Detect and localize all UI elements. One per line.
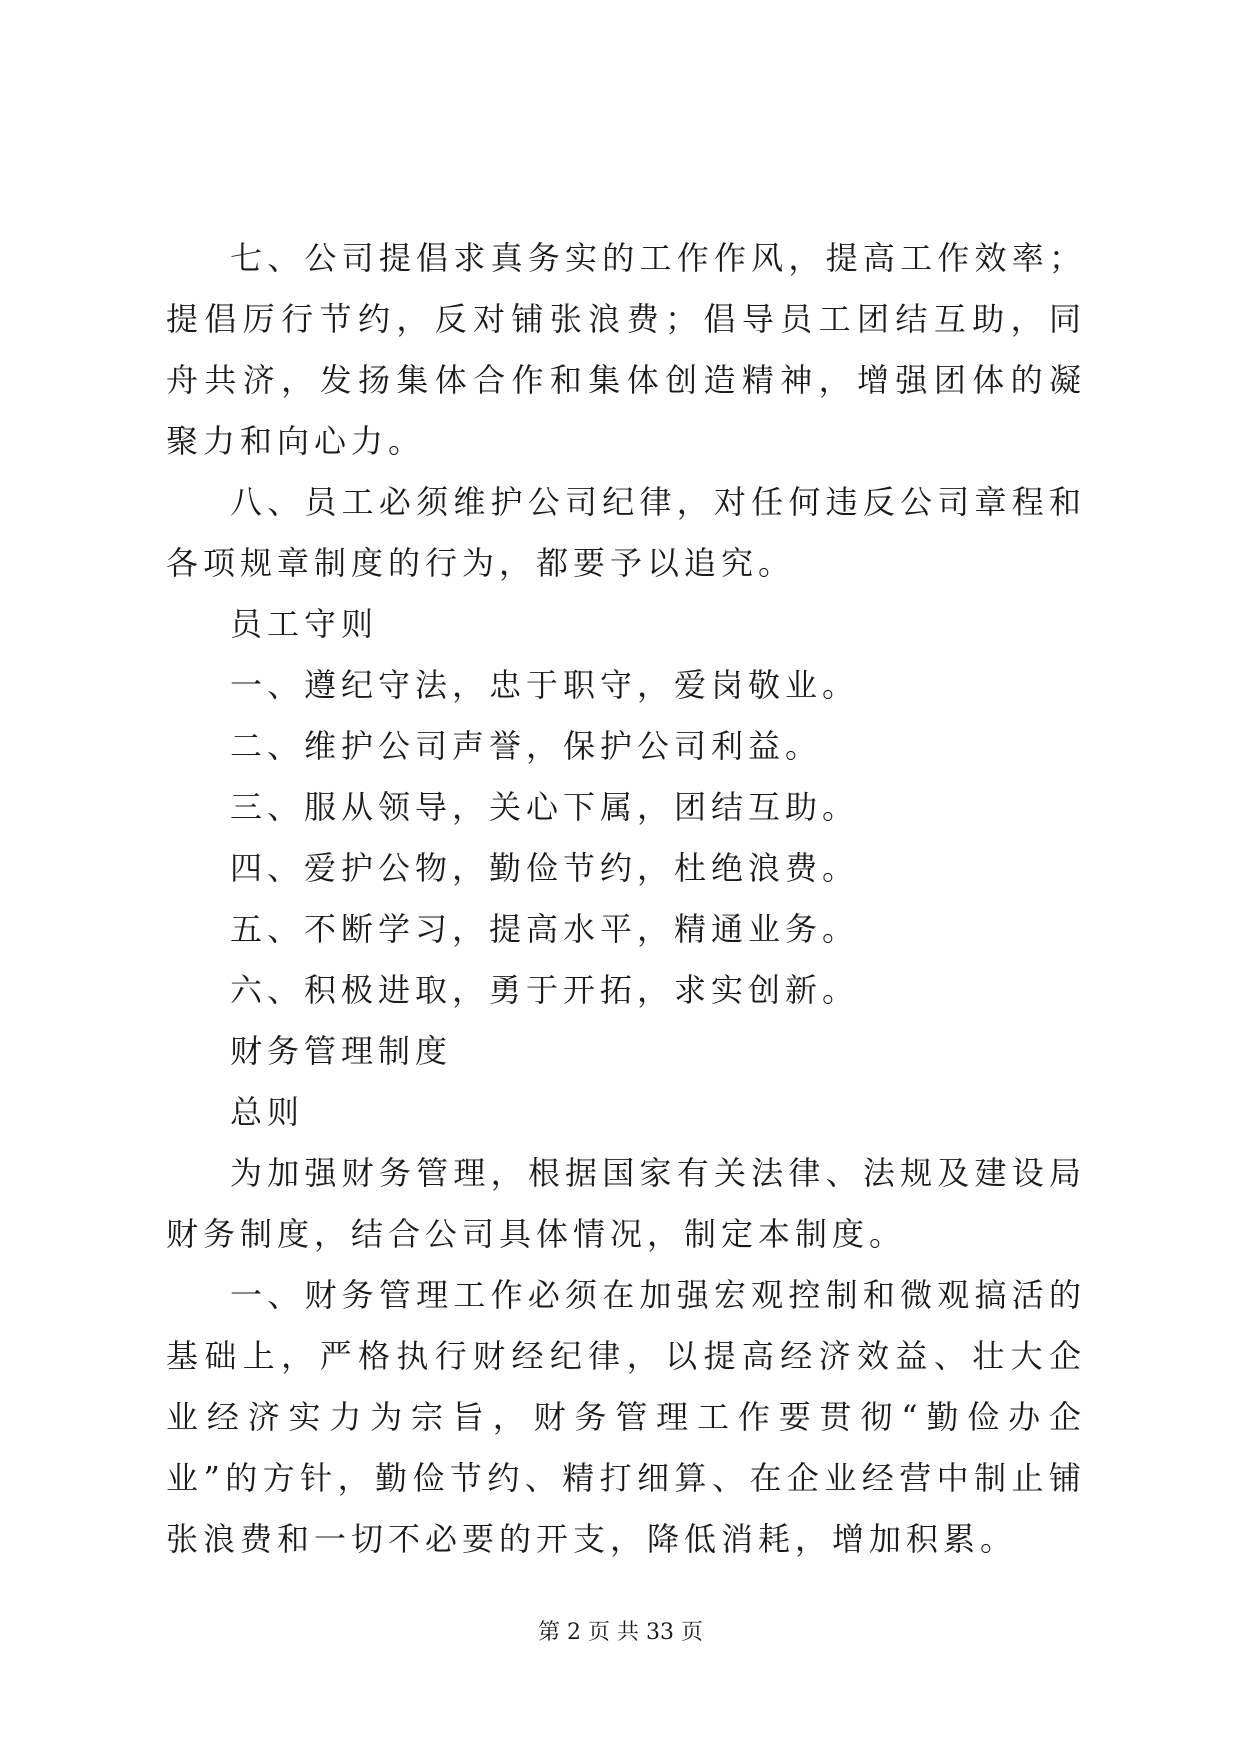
- code-item-4: 四、爱护公物，勤俭节约，杜绝浪费。: [230, 849, 860, 887]
- paragraph-purpose: 为加强财务管理，根据国家有关法律、法规及建设局财务制度，结合公司具体情况，制定本制度。: [166, 1154, 1086, 1253]
- paragraph-article-8: 八、员工必须维护公司纪律，对任何违反公司章程和各项规章制度的行为，都要予以追究。: [166, 483, 1086, 582]
- heading-general-rules: 总则: [230, 1093, 305, 1131]
- code-item-2: 二、维护公司声誉，保护公司利益。: [230, 727, 823, 765]
- code-item-6: 六、积极进取，勇于开拓，求实创新。: [230, 971, 860, 1009]
- code-item-1: 一、遵纪守法，忠于职守，爱岗敬业。: [230, 666, 860, 704]
- paragraph-finance-article-1: 一、财务管理工作必须在加强宏观控制和微观搞活的基础上，严格执行财经纪律，以提高经济效益、壮大企业经济实力为宗旨，财务管理工作要贯彻“勤俭办企业”的方针，勤俭节约、精打细算、在企业经营中制止铺张浪费和一切不必要的开支，降低消耗，增加积累。: [166, 1276, 1086, 1558]
- heading-financial-system: 财务管理制度: [230, 1032, 453, 1070]
- heading-employee-code: 员工守则: [230, 605, 379, 643]
- page-number-footer: 第 2 页 共 33 页: [538, 1620, 703, 1645]
- code-item-5: 五、不断学习，提高水平，精通业务。: [230, 910, 860, 948]
- paragraph-article-7: 七、公司提倡求真务实的工作作风，提高工作效率；提倡厉行节约，反对铺张浪费；倡导员工团结互助，同舟共济，发扬集体合作和集体创造精神，增强团体的凝聚力和向心力。: [166, 239, 1086, 460]
- code-item-3: 三、服从领导，关心下属，团结互助。: [230, 788, 860, 826]
- document-body: [166, 228, 1086, 1570]
